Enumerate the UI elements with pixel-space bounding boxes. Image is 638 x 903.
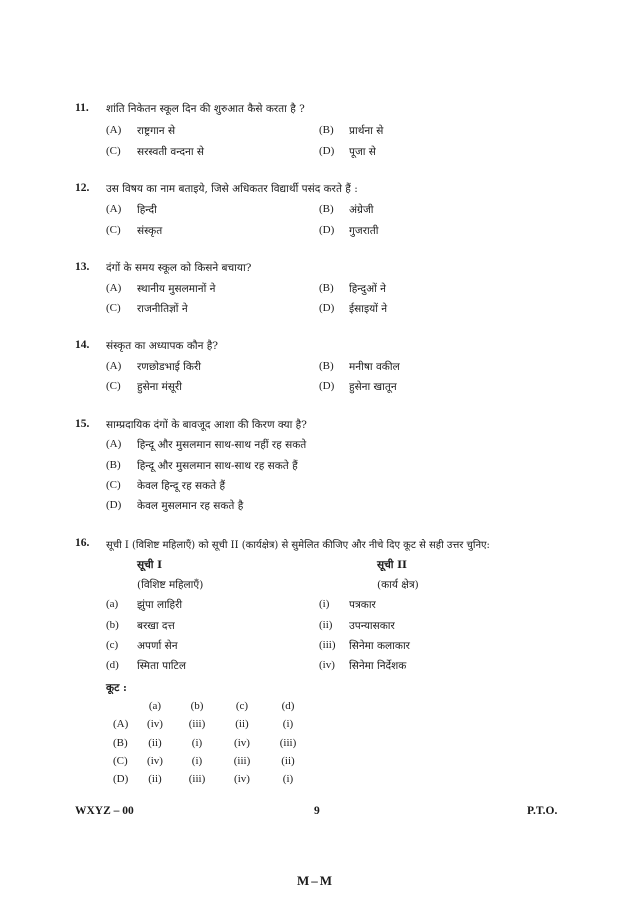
list2-item: सिनेमा कलाकार [349,640,410,652]
option-label: (A) [106,203,122,215]
list1-item: झुंपा लाहिरी [137,599,183,611]
option-text: अंग्रेजी [349,204,374,216]
list1-label: (b) [106,619,119,631]
question-text: शांति निकेतन स्कूल दिन की शुरुआत कैसे करता है ? [106,103,305,115]
code-cell: (iii) [279,737,297,749]
option-label: (D) [319,145,335,157]
list1-label: (c) [106,639,119,651]
code-cell: (iv) [234,773,250,785]
code-cell: (ii) [281,755,295,767]
option-label: (B) [319,124,334,136]
list1-title: सूची I [137,559,163,571]
option-label: (C) [106,302,121,314]
list1-label: (a) [106,598,119,610]
option-text: हिन्दू और मुसलमान साथ-साथ रह सकते हैं [137,460,298,472]
code-cell: (iii) [233,755,251,767]
code-row-label: (B) [113,737,128,749]
option-text: राष्ट्रगान से [137,125,176,137]
option-label: (A) [106,124,122,136]
code-cell: (iii) [188,718,206,730]
code-header: (a) [148,700,162,712]
option-text: संस्कृत [137,225,163,237]
option-label: (C) [106,145,121,157]
option-label: (C) [106,224,121,236]
pto-label: P.T.O. [527,805,558,817]
list2-label: (iii) [319,639,336,651]
list2-item: पत्रकार [349,599,376,611]
question-text: दंगों के समय स्कूल को किसने बचाया? [106,262,252,274]
code-cell: (i) [282,718,294,730]
option-label: (D) [319,224,335,236]
code-cell: (iv) [147,718,163,730]
code-row-label: (C) [113,755,128,767]
option-text: केवल मुसलमान रह सकते है [137,500,244,512]
list2-title: सूची II [377,559,407,571]
question-number: 11. [75,102,89,114]
option-text: पूजा से [349,146,376,158]
code-cell: (iv) [147,755,163,767]
option-label: (C) [106,380,121,392]
code-cell: (ii) [148,737,162,749]
list1-item: अपर्णा सेन [137,640,178,652]
list2-label: (i) [319,598,330,610]
code-cell: (ii) [148,773,162,785]
code-cell: (i) [191,737,203,749]
option-text: राजनीतिज्ञों ने [137,303,188,315]
list2-label: (ii) [319,619,333,631]
option-label: (C) [106,479,121,491]
option-label: (A) [106,282,122,294]
option-label: (B) [319,203,334,215]
question-number: 13. [75,261,90,273]
question-number: 16. [75,537,90,549]
list1-item: स्मिता पाटिल [137,660,186,672]
bottom-mark: M–M [297,873,335,888]
option-text: रणछोडभाई किरी [137,361,201,373]
option-label: (A) [106,438,122,450]
code-row-label: (D) [113,773,129,785]
option-text: हिन्दी [137,204,157,216]
list2-label: (iv) [319,659,335,671]
code-label: कूट : [106,682,127,694]
option-text: हुसेना मंसूरी [137,381,182,393]
list1-item: बरखा दत्त [137,620,175,632]
option-text: सरस्वती वन्दना से [137,146,204,158]
list2-item: सिनेमा निर्देशक [349,660,407,672]
question-text: संस्कृत का अध्यापक कौन है? [106,340,218,352]
option-label: (B) [319,360,334,372]
question-text: सूची I (विशिष्ट महिलाएँ) को सूची II (कार्यक्षेत्र) से सुमेलित कीजिए और नीचे दिए कूट से सही उत्तर चुनिए: [106,540,490,551]
code-header: (d) [281,700,295,712]
code-cell: (iv) [234,737,250,749]
question-number: 12. [75,182,90,194]
code-header: (c) [235,700,249,712]
option-label: (A) [106,360,122,372]
option-text: ईसाइयों ने [349,303,388,315]
option-label: (D) [106,499,122,511]
option-text: केवल हिन्दू रह सकते हैं [137,480,226,492]
list1-subtitle: (विशिष्ट महिलाएँ) [137,579,204,591]
option-text: प्रार्थना से [349,125,384,137]
page-number: 9 [314,805,320,817]
question-text: साम्प्रदायिक दंगों के बावजूद आशा की किरण क्या है? [106,419,307,431]
code-cell: (ii) [235,718,249,730]
question-number: 15. [75,418,90,430]
option-text: मनीषा वकील [349,361,400,373]
code-cell: (iii) [188,773,206,785]
option-text: हिन्दू और मुसलमान साथ-साथ नहीं रह सकते [137,439,307,451]
code-row-label: (A) [113,718,129,730]
option-text: स्थानीय मुसलमानों ने [137,283,216,295]
option-text: गुजराती [349,225,379,237]
footer-code: WXYZ – 00 [75,805,134,817]
question-number: 14. [75,339,90,351]
code-cell: (i) [191,755,203,767]
list1-label: (d) [106,659,119,671]
code-header: (b) [190,700,204,712]
list2-item: उपन्यासकार [349,620,395,632]
question-text: उस विषय का नाम बताइये, जिसे अधिकतर विद्यार्थी पसंद करते हैं : [106,183,358,195]
option-label: (D) [319,380,335,392]
option-label: (B) [319,282,334,294]
option-label: (D) [319,302,335,314]
option-text: हुसेना खातून [349,381,397,393]
option-label: (B) [106,459,121,471]
list2-subtitle: (कार्य क्षेत्र) [377,579,419,591]
option-text: हिन्दुओं ने [349,283,387,295]
code-cell: (i) [282,773,294,785]
